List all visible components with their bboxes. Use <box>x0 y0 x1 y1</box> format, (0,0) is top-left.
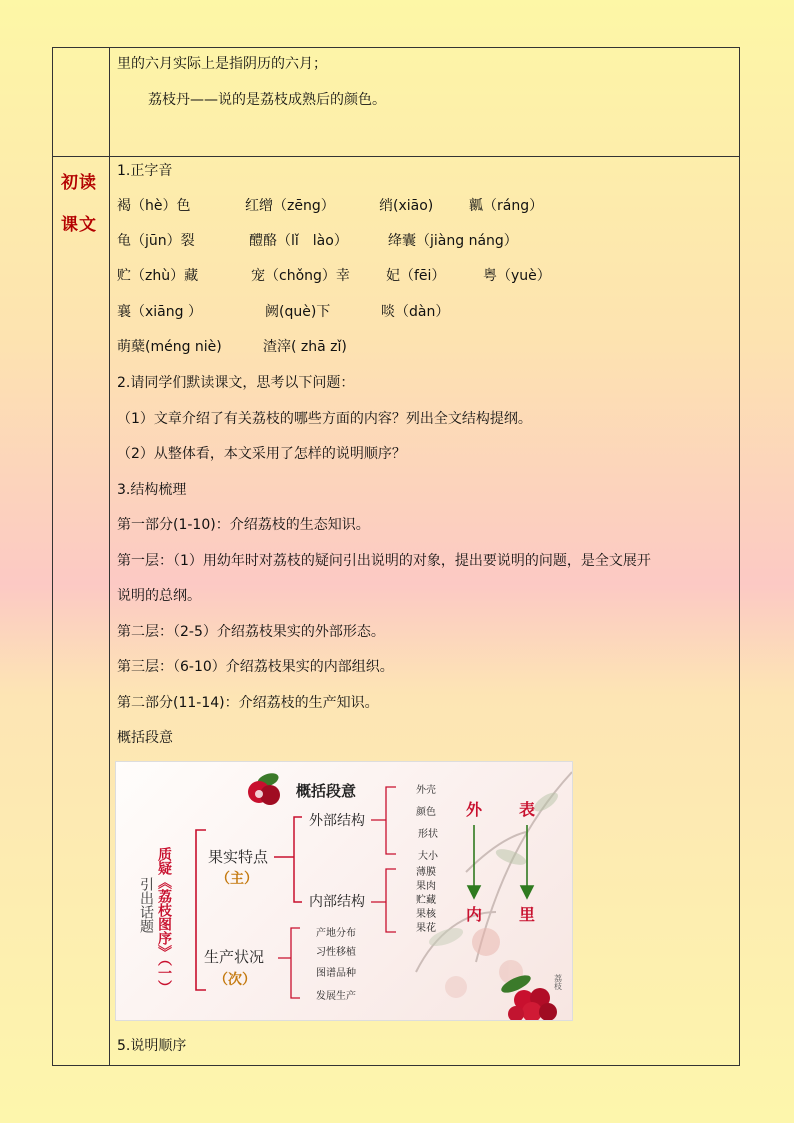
heading-questions: 2.请同学们默读课文，思考以下问题： <box>117 375 355 391</box>
inner-item: 果花 <box>416 923 436 934</box>
outer-item: 形状 <box>418 829 438 840</box>
outer-structure: 外部结构 <box>309 813 365 829</box>
order-inside: 里 <box>519 905 536 924</box>
heading-structure: 3.结构梳理 <box>117 482 187 498</box>
inner-item: 薄膜 <box>416 867 436 878</box>
fruit-bracket <box>274 817 302 902</box>
pinyin-item: 渣滓( zhā zǐ) <box>263 339 347 355</box>
inner-item: 果核 <box>416 909 436 920</box>
column-divider <box>109 48 110 1065</box>
production-item: 图谱品种 <box>316 968 356 979</box>
order-surface: 表 <box>519 800 536 819</box>
outer-item: 外壳 <box>416 785 436 796</box>
layer-1-b: 说明的总纲。 <box>117 588 201 604</box>
pinyin-item: 啖（dàn） <box>381 304 450 320</box>
pinyin-item: 醴酪（lǐ lào） <box>249 233 348 249</box>
fruit-label: 果实特点 <box>208 848 269 866</box>
outer-item: 颜色 <box>416 807 436 818</box>
lychee-icon <box>248 771 280 805</box>
vertical-intro: 引出话题 <box>138 877 154 933</box>
question-1: （1）文章介绍了有关荔枝的哪些方面的内容？列出全文结构提纲。 <box>117 411 532 427</box>
pinyin-item: 粤（yuè） <box>483 268 551 284</box>
vertical-title: 质疑《荔枝图序》（一） <box>156 847 172 994</box>
top-cell-line-2: 荔枝丹——说的是荔枝成熟后的颜色。 <box>148 92 386 108</box>
order-outer: 外 <box>466 800 483 819</box>
section-label-line-1: 初读 <box>61 173 97 193</box>
outer-item: 大小 <box>418 851 438 862</box>
pinyin-item: 绡(xiāo) <box>379 198 434 214</box>
pinyin-item: 瓤（ráng） <box>469 198 544 214</box>
layer-2: 第二层：（2-5）介绍荔枝果实的外部形态。 <box>117 624 385 640</box>
production-item: 习性移植 <box>316 947 356 958</box>
production-item: 发展生产 <box>316 991 356 1002</box>
pinyin-item: 龟（jūn）裂 <box>117 233 195 249</box>
pinyin-item: 红缯（zēng） <box>245 198 335 214</box>
inner-item: 果肉 <box>416 881 436 892</box>
layer-1-a: 第一层：（1）用幼年时对荔枝的疑问引出说明的对象，提出要说明的问题，是全文展开 <box>117 553 651 569</box>
production-label: 生产状况 <box>204 948 265 966</box>
inner-item: 贮藏 <box>416 895 436 906</box>
pinyin-item: 妃（fēi） <box>386 268 446 284</box>
signature: 荔枝 <box>553 974 563 990</box>
production-item: 产地分布 <box>316 928 356 939</box>
section-label-line-2: 课文 <box>61 215 97 235</box>
summary-figure <box>115 761 573 1021</box>
top-cell-line-1: 里的六月实际上是指阴历的六月； <box>117 56 327 72</box>
inner-bracket <box>371 869 396 932</box>
content-table <box>52 47 740 1066</box>
pinyin-item: 襄（xiāng ） <box>117 304 202 320</box>
heading-explanation-order: 5.说明顺序 <box>117 1038 187 1054</box>
layer-3: 第三层：（6-10）介绍荔枝果实的内部组织。 <box>117 659 394 675</box>
leaf-decoration <box>427 789 561 998</box>
heading-summary: 概括段意 <box>117 730 173 746</box>
heading-pronunciation: 1.正字音 <box>117 163 173 179</box>
figure-title: 概括段意 <box>296 782 357 800</box>
part-1: 第一部分(1-10)：介绍荔枝的生态知识。 <box>117 517 370 533</box>
pinyin-item: 萌蘖(méng niè) <box>117 339 222 355</box>
pinyin-item: 宠（chǒng）幸 <box>251 268 350 284</box>
row-divider <box>53 156 739 157</box>
main-bracket <box>196 830 206 990</box>
fruit-sub: （主） <box>216 871 258 887</box>
production-sub: （次） <box>214 972 256 988</box>
pinyin-item: 绛囊（jiàng náng） <box>388 233 518 249</box>
order-inner: 内 <box>466 905 483 924</box>
part-2: 第二部分(11-14)：介绍荔枝的生产知识。 <box>117 695 379 711</box>
pinyin-item: 阙(què)下 <box>265 304 331 320</box>
pinyin-item: 贮（zhù）藏 <box>117 268 199 284</box>
pinyin-item: 褐（hè）色 <box>117 198 191 214</box>
question-2: （2）从整体看，本文采用了怎样的说明顺序？ <box>117 446 406 462</box>
outer-bracket <box>371 787 396 854</box>
inner-structure: 内部结构 <box>309 894 365 910</box>
production-bracket <box>278 928 300 998</box>
